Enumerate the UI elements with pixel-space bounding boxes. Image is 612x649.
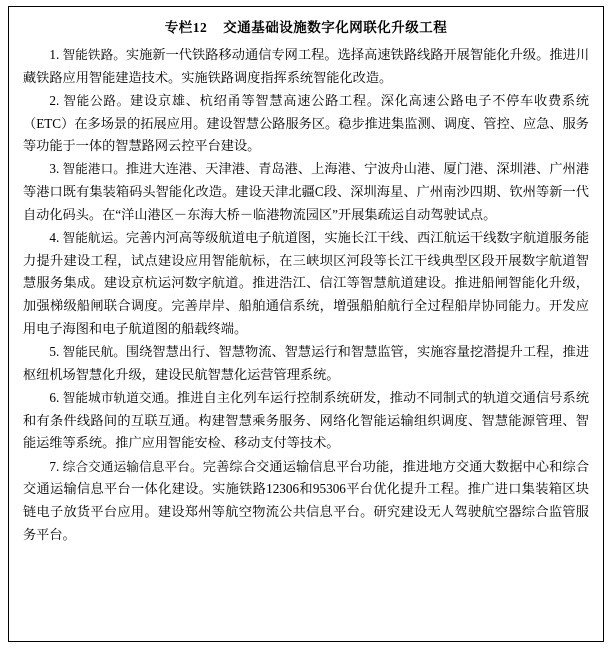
item-number: 2. — [49, 92, 60, 108]
list-item — [23, 44, 589, 89]
item-body: 完善综合交通运输信息平台功能，推进地方交通大数据中心和综合交通运输信息平台一体化建设。实施铁路12306和95306平台优化提升工程。推广进口集装箱区块链电子放货平台应用。建设郑州等航空物流公共信息平台。研究建设无人驾驶航空器综合监管服务平台。 — [23, 458, 590, 542]
item-lead: 智能公路。 — [63, 93, 131, 108]
item-lead: 智能铁路。 — [62, 47, 126, 62]
item-number: 6. — [49, 389, 60, 405]
item-number: 7. — [49, 458, 60, 474]
box-title-row — [23, 19, 589, 38]
page-title: 交通基础设施数字化网联化升级工程 — [223, 20, 448, 35]
list-item — [23, 90, 589, 158]
item-number: 5. — [49, 344, 60, 360]
box-label: 专栏12 — [164, 20, 208, 35]
item-body: 建设京雄、杭绍甬等智慧高速公路工程。深化高速公路电子不停车收费系统（ETC）在多场景的拓展应用。建设智慧公路服务区。稳步推进集监测、调度、管控、应急、服务等功能于一体的智慧路网云控平台建设。 — [23, 92, 590, 154]
item-body: 围绕智慧出行、智慧物流、智慧运行和智慧监管，实施容量挖潜提升工程，推进枢纽机场智慧化升级，建设民航智慧化运营管理系统。 — [23, 344, 590, 382]
item-number: 4. — [49, 230, 60, 246]
item-number: 3. — [49, 161, 60, 177]
item-body: 推进自主化列车运行控制系统研发，推动不同制式的轨道交通信号系统和有条件线路间的互联互通。构建智慧乘务服务、网络化智能运输组织调度、智慧能源管理、智能运维等系统。推广应用智能安检、移动支付等技术。 — [23, 389, 590, 451]
list-item — [23, 341, 589, 386]
list-item — [23, 456, 589, 547]
item-lead: 智能航运。 — [62, 231, 126, 246]
callout-box — [8, 6, 604, 642]
item-lead: 智能城市轨道交通。 — [62, 390, 177, 405]
item-number: 1. — [49, 46, 60, 62]
list-item — [23, 158, 589, 226]
item-body: 完善内河高等级航道电子航道图，实施长江干线、西江航运干线数字航道服务能力提升建设工程，试点建设应用智能航标，在三峡坝区河段等长江干线典型区段开展数字航道智慧服务集成。建设京杭运河数字航道。推进浩江、信江等智慧航道建设。推进船闸智能化升级，加强梯级船闸联合调度。完善岸岸、船舶通信系统，增强船舶航行全过程船岸协同能力。开发应用电子海图和电子航道图的船载终端。 — [23, 230, 590, 336]
item-lead: 智能民航。 — [62, 345, 126, 360]
item-lead: 综合交通运输信息平台。 — [62, 459, 203, 474]
item-body: 推进大连港、天津港、青岛港、上海港、宁波舟山港、厦门港、深圳港、广州港等港口既有集装箱码头智能化改造。建设天津北疆C段、深圳海星、广州南沙四期、钦州等新一代自动化码头。在“洋山港区－东海大桥－临港物流园区”开展集疏运自动驾驶试点。 — [23, 161, 590, 222]
list-item — [23, 227, 589, 341]
item-lead: 智能港口。 — [62, 162, 126, 177]
item-body: 实施新一代铁路移动通信专网工程。选择高速铁路线路开展智能化升级。推进川藏铁路应用智能建造技术。实施铁路调度指挥系统智能化改造。 — [23, 46, 590, 85]
list-item — [23, 387, 589, 455]
